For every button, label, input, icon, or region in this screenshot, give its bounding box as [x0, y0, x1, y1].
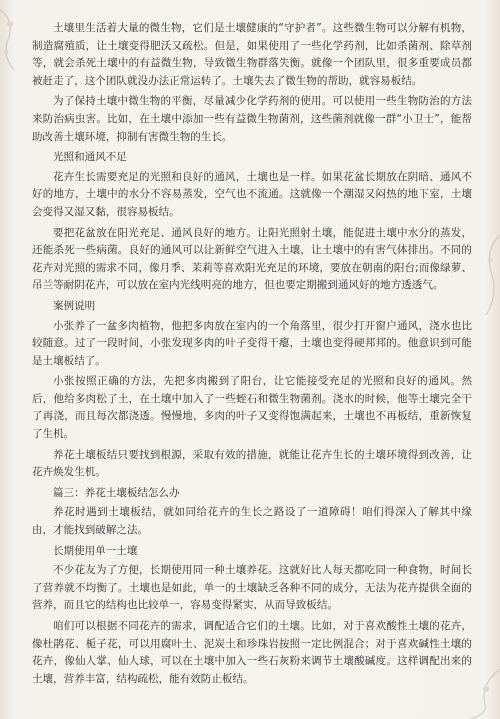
section-heading: 篇三：养花土壤板结怎么办 — [53, 486, 180, 499]
paragraph: 土壤里生活着大量的微生物，它们是土壤健康的“守护者”。这些微生物可以分解有机物，制造腐殖质，让土壤变得肥沃又疏松。但是，如果使用了一些化学药剂，比如杀菌剂、除草剂等，就会杀死土壤中的有益微生物，导致微生物群落失衡。就像一个团队里，很多重要成员都被赶走了，这个团队就没办法正常运转了。土壤失去了微生物的帮助，就容易板结。 — [32, 22, 472, 87]
paragraph: 小张按照正确的方法，先把多肉搬到了阳台，让它能接受充足的光照和良好的通风。然后，他给多肉松了土，在土壤中加入了一些蛭石和微生物菌剂。浇水的时候，他等土壤完全干了再浇，而且每次都浇透。慢慢地，多肉的叶子又变得饱满起来，土壤也不再板结，重新恢复了生机。 — [32, 375, 472, 441]
paragraph: 养花时遇到土壤板结，就如同给花卉的生长之路设了一道障碍！咱们得深入了解其中缘由，才能找到破解之法。 — [32, 506, 472, 537]
edge-ornament-right — [478, 230, 500, 320]
article-body — [32, 20, 472, 691]
paragraph: 咱们可以根据不同花卉的需求，调配适合它们的土壤。比如，对于喜欢酸性土壤的花卉，像杜鹃花、栀子花，可以用腐叶土、泥炭土和珍珠岩按照一定比例混合；对于喜欢碱性土壤的花卉，像仙人掌、仙人球，可以在土壤中加入一些石灰粉来调节土壤酸碱度。这样调配出来的土壤，营养丰富，结构疏松，能有效防止板结。 — [32, 620, 472, 685]
paragraph: 小张养了一盆多肉植物，他把多肉放在室内的一个角落里，很少打开窗户通风，浇水也比较随意。过了一段时间，小张发现多肉的叶子变得干瘪，土壤也变得硬邦邦的。他意识到可能是土壤板结了。 — [32, 319, 472, 367]
paragraph: 花卉生长需要充足的光照和良好的通风，土壤也是一样。如果花盆长期放在阴暗、通风不好的地方，土壤中的水分不容易蒸发，空气也不流通。这就像一个潮湿又闷热的地下室，土壤会变得又湿又黏，很容易板结。 — [32, 170, 472, 218]
paragraph: 不少花友为了方便，长期使用同一种土壤养花。这就好比人每天都吃同一种食物，时间长了营养就不均衡了。土壤也是如此，单一的土壤缺乏各种不同的成分，无法为花卉提供全面的营养，而且它的结构也比较单一，容易变得紧实，从而导致板结。 — [32, 564, 472, 612]
section-heading: 长期使用单一土壤 — [53, 544, 138, 557]
section-heading: 案例说明 — [53, 299, 96, 312]
paragraph: 养花土壤板结只要找到根源，采取有效的措施，就能让花卉生长的土壤环境得到改善，让花卉焕发生机。 — [32, 448, 472, 479]
paragraph: 要把花盆放在阳光充足、通风良好的地方。让阳光照射土壤，能促进土壤中水分的蒸发，还能杀死一些病菌。良好的通风可以让新鲜空气进入土壤，让土壤中的有害气体排出。不同的花卉对光照的需求不同，像月季、茉莉等喜欢阳光充足的环境，要放在朝南的阳台;而像绿萝、吊兰等耐阴花卉，可以放在室内光线明亮的地方，但也要定期搬到通风好的地方透透气。 — [32, 226, 472, 292]
paragraph: 为了保持土壤中微生物的平衡，尽量减少化学药剂的使用。可以使用一些生物防治的方法来防治病虫害。比如，在土壤中添加一些有益微生物菌剂，这些菌剂就像一群“小卫士”，能帮助改善土壤环境，抑制有害微生物的生长。 — [32, 95, 472, 143]
section-heading: 光照和通风不足 — [53, 151, 127, 164]
